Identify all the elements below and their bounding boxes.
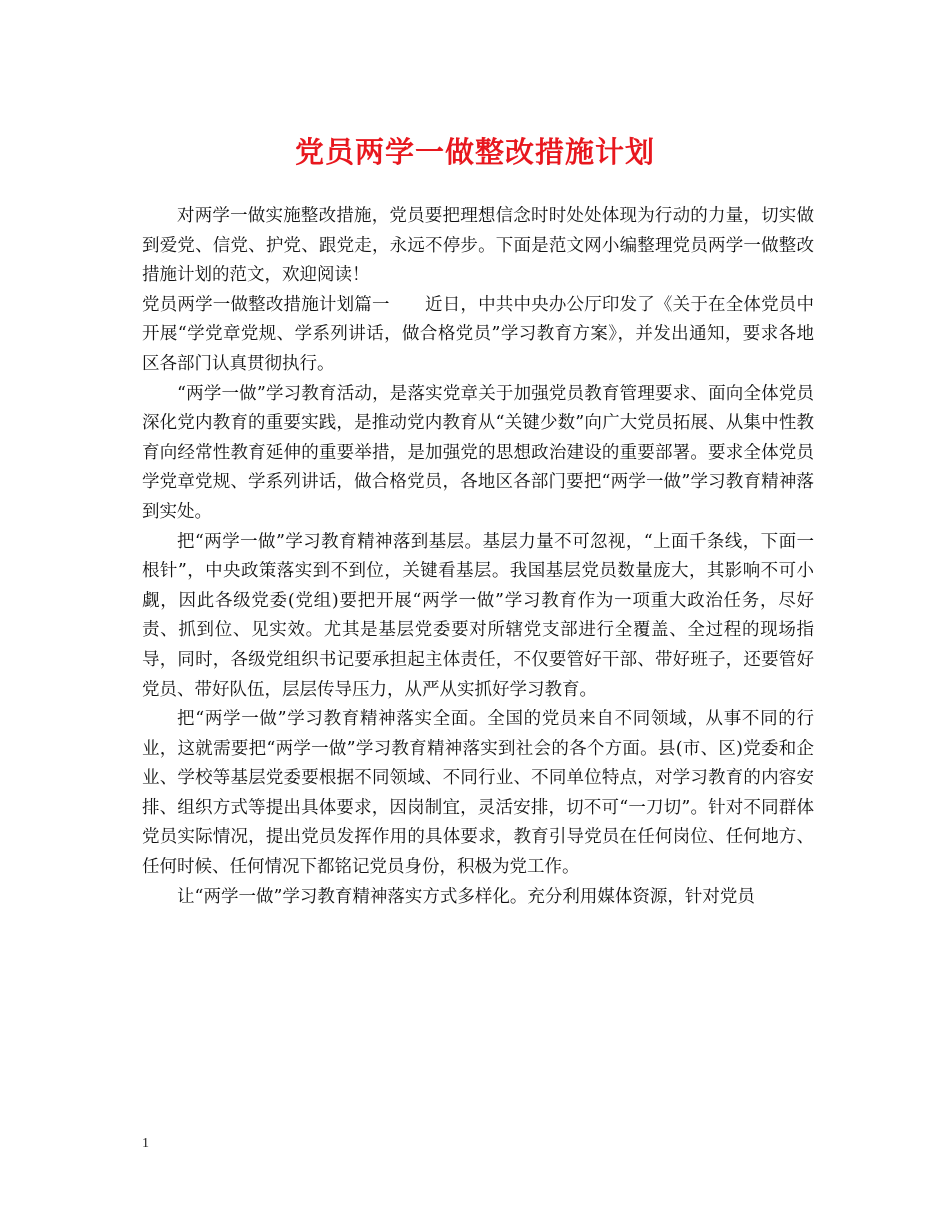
paragraph-two-study-one-do: “两学一做”学习教育活动，是落实党章关于加强党员教育管理要求、面向全体党员深化党内教育的重要实践，是推动党内教育从“关键少数”向广大党员拓展、从集中性教育向经常性教育延伸的重要举措，是加强党的思想政治建设的重要部署。要求全体党员学党章党规、学系列讲话，做合格党员，各地区各部门要把“两学一做”学习教育精神落到实处。 <box>142 383 814 522</box>
paragraph-section-one: 党员两学一做整改措施计划篇一 近日，中共中央办公厅印发了《关于在全体党员中开展“学党章党规、学系列讲话，做合格党员”学习教育方案》，并发出通知，要求各地区各部门认真贯彻执行。 <box>142 294 814 374</box>
document-title: 党员两学一做整改措施计划 <box>294 135 655 169</box>
page-number: 1 <box>142 1136 149 1151</box>
document-body <box>142 202 814 912</box>
paragraph-intro: 对两学一做实施整改措施，党员要把理想信念时时处处体现为行动的力量，切实做到爱党、信党、护党、跟党走，永远不停步。下面是范文网小编整理党员两学一做整改措施计划的范文，欢迎阅读！ <box>142 206 814 286</box>
paragraph-grassroots: 把“两学一做”学习教育精神落到基层。基层力量不可忽视，“上面千条线，下面一根针”，中央政策落实到不到位，关键看基层。我国基层党员数量庞大，其影响不可小觑，因此各级党委(党组)要把开展“两学一做”学习教育作为一项重大政治任务，尽好责、抓到位、见实效。尤其是基层党委要对所辖党支部进行全覆盖、全过程的现场指导，同时，各级党组织书记要承担起主体责任，不仅要管好干部、带好班子，还要管好党员、带好队伍，层层传导压力，从严从实抓好学习教育。 <box>142 531 814 700</box>
paragraph-diversified: 让“两学一做”学习教育精神落实方式多样化。充分利用媒体资源，针对党员 <box>177 886 755 907</box>
paragraph-comprehensive: 把“两学一做”学习教育精神落实全面。全国的党员来自不同领域，从事不同的行业，这就需要把“两学一做”学习教育精神落实到社会的各个方面。县(市、区)党委和企业、学校等基层党委要根据不同领域、不同行业、不同单位特点，对学习教育的内容安排、组织方式等提出具体要求，因岗制宜，灵活安排，切不可“一刀切”。针对不同群体党员实际情况，提出党员发挥作用的具体要求，教育引导党员在任何岗位、任何地方、任何时候、任何情况下都铭记党员身份，积极为党工作。 <box>142 709 814 878</box>
